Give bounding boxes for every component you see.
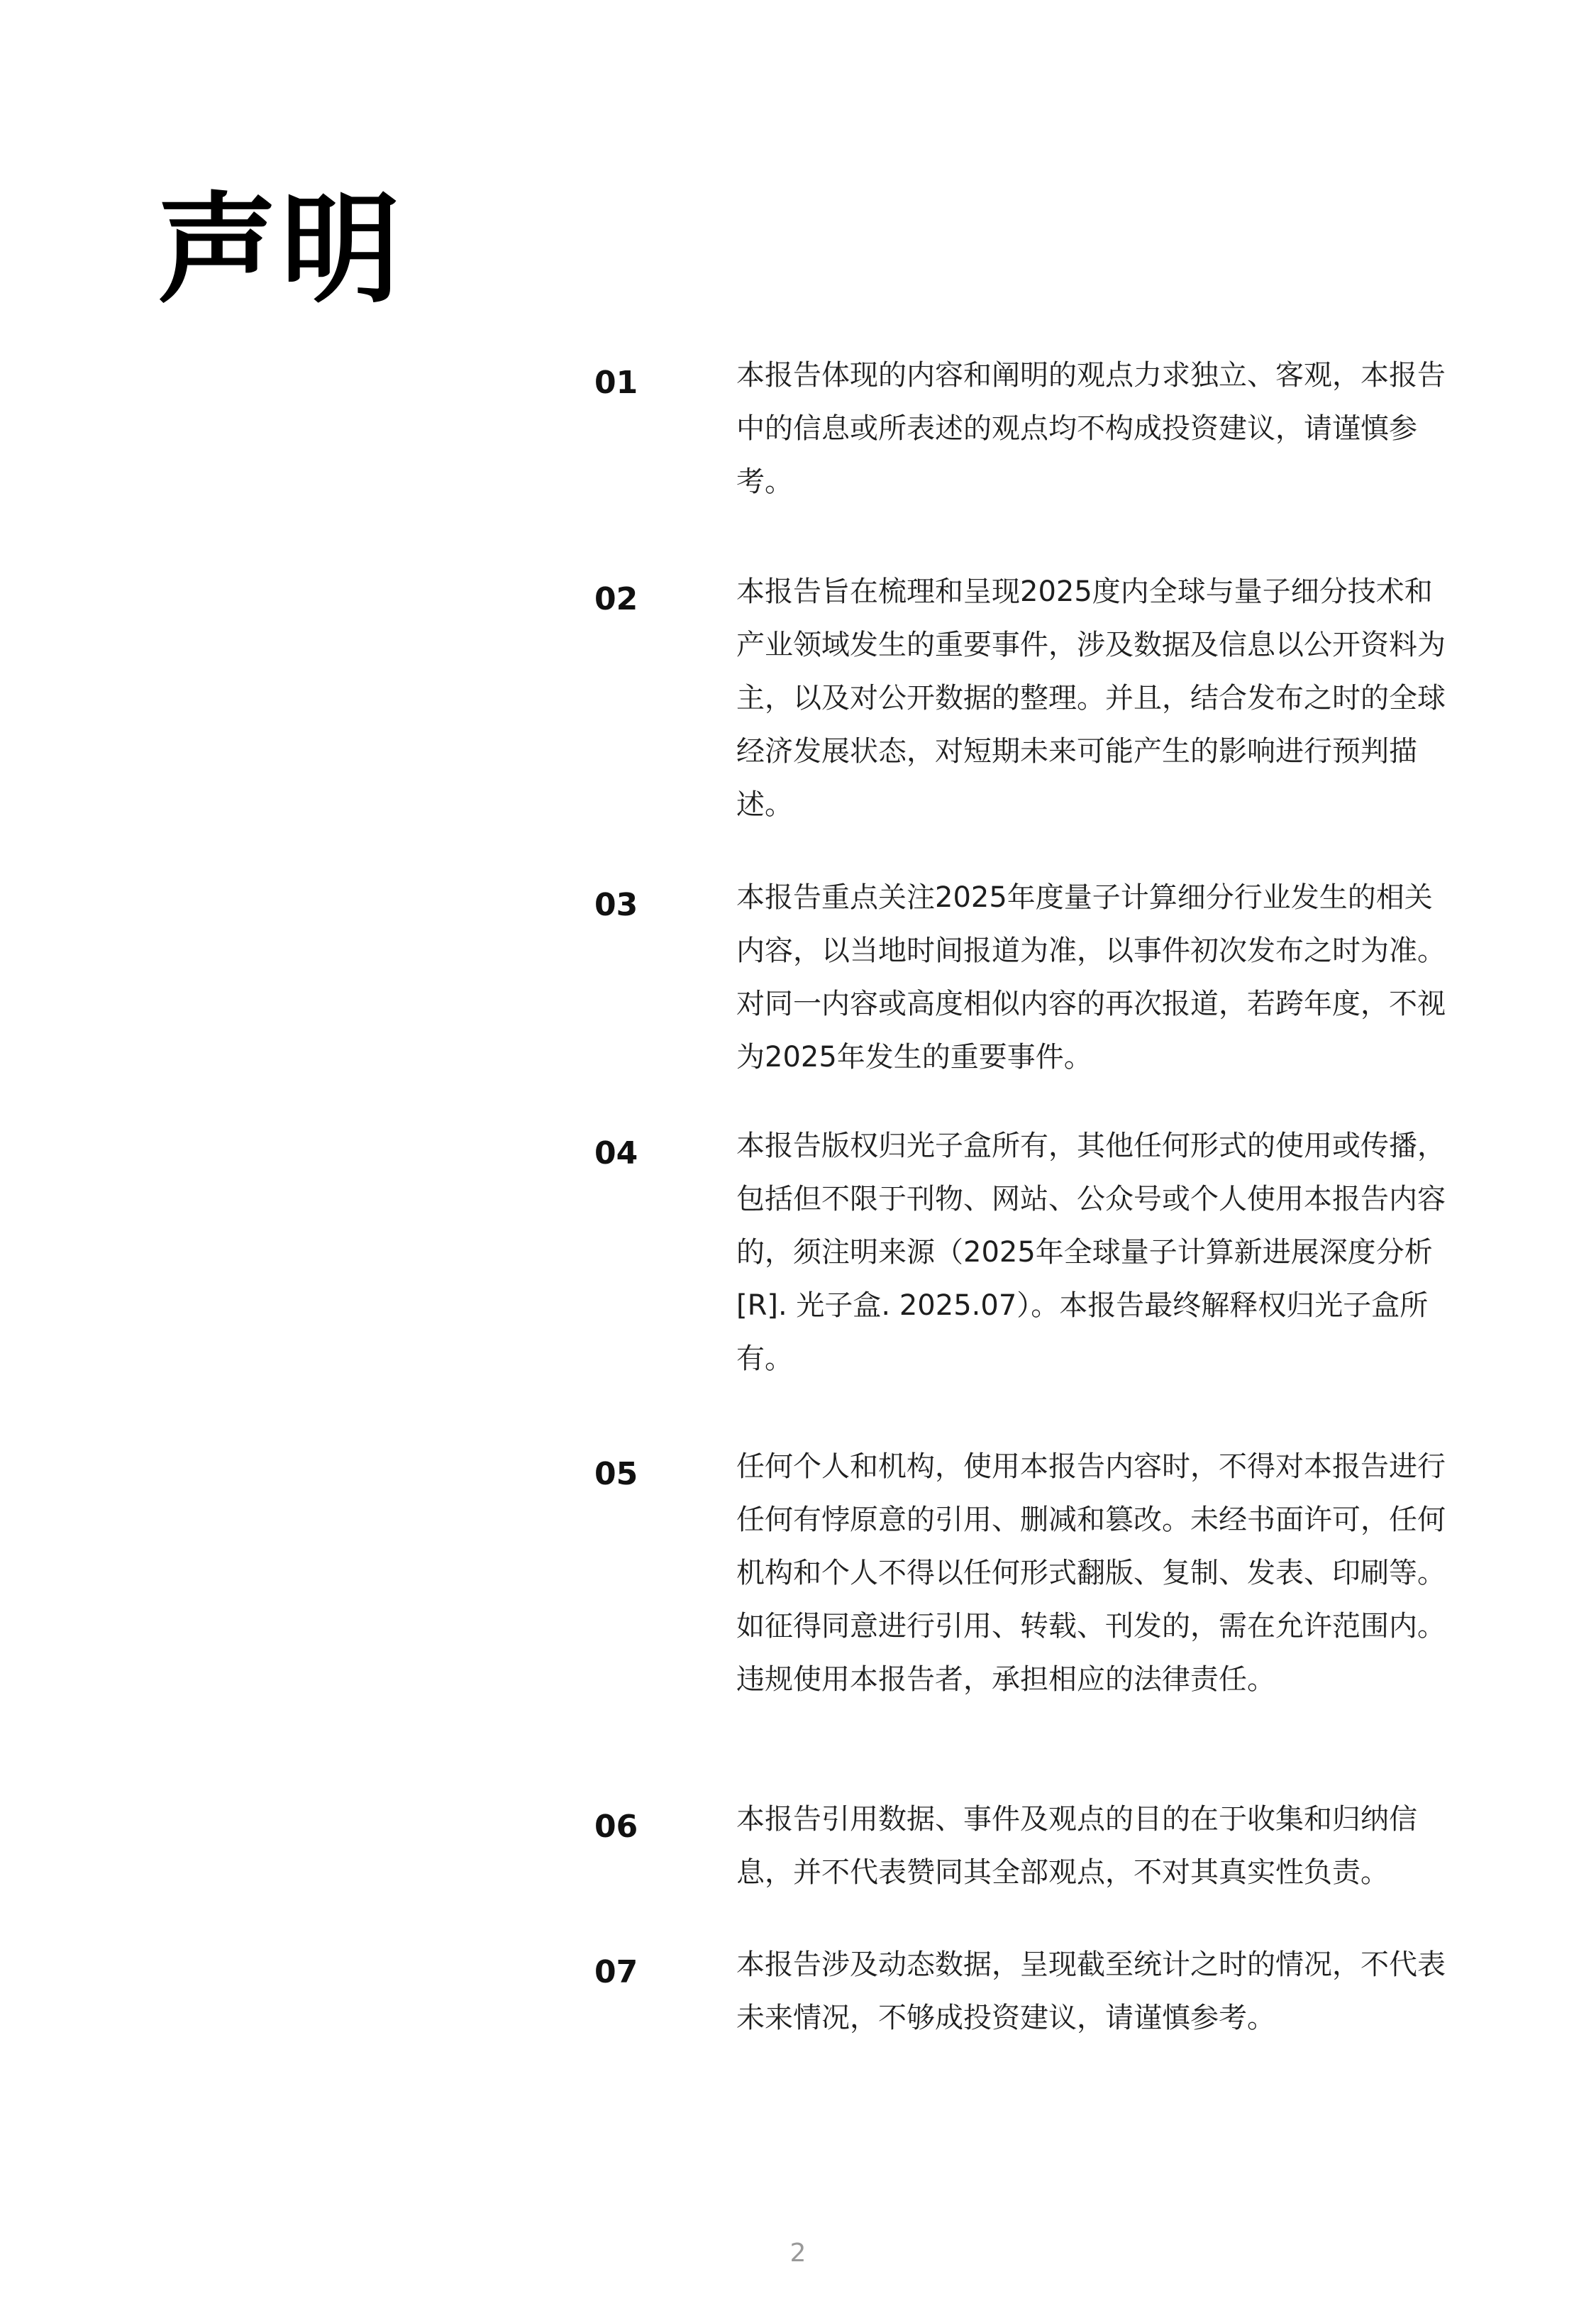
statement-text: 本报告版权归光子盒所有，其他任何形式的使用或传播，包括但不限于刊物、网站、公众号或个人使用本报告内容的，须注明来源（2025年全球量子计算新进展深度分析 [R]. 光子盒. 2025.07）。本报告最终解释权归光子盒所有。 xyxy=(736,1130,1446,1375)
statement-number: 04 xyxy=(594,1135,638,1171)
statement-number: 05 xyxy=(594,1456,638,1492)
statement-text: 本报告体现的内容和阐明的观点力求独立、客观，本报告中的信息或所表述的观点均不构成投资建议，请谨慎参考。 xyxy=(736,359,1446,498)
statement-number: 02 xyxy=(594,581,638,617)
statement-number: 01 xyxy=(594,365,638,401)
statement-text: 本报告旨在梳理和呈现2025度内全球与量子细分技术和产业领域发生的重要事件，涉及数据及信息以公开资料为主，以及对公开数据的整理。并且，结合发布之时的全球经济发展状态，对短期未来可能产生的影响进行预判描述。 xyxy=(736,575,1446,821)
statement-number: 06 xyxy=(594,1809,638,1845)
statement-text: 本报告引用数据、事件及观点的目的在于收集和归纳信息，并不代表赞同其全部观点，不对其真实性负责。 xyxy=(736,1803,1417,1889)
statement-number: 03 xyxy=(594,887,638,923)
statement-text: 本报告涉及动态数据，呈现截至统计之时的情况，不代表未来情况，不够成投资建议，请谨慎参考。 xyxy=(736,1948,1446,2034)
statement-number: 07 xyxy=(594,1954,638,1990)
statement-text: 任何个人和机构，使用本报告内容时，不得对本报告进行任何有悖原意的引用、删减和篡改。未经书面许可，任何机构和个人不得以任何形式翻版、复制、发表、印刷等。如征得同意进行引用、转载、刊发的，需在允许范围内。违规使用本报告者，承担相应的法律责任。 xyxy=(736,1450,1446,1696)
statement-text: 本报告重点关注2025年度量子计算细分行业发生的相关内容，以当地时间报道为准，以事件初次发布之时为准。对同一内容或高度相似内容的再次报道，若跨年度，不视为2025年发生的重要事件。 xyxy=(736,881,1446,1074)
page-number: 2 xyxy=(789,2239,807,2268)
page-title: 声明 xyxy=(157,180,404,319)
